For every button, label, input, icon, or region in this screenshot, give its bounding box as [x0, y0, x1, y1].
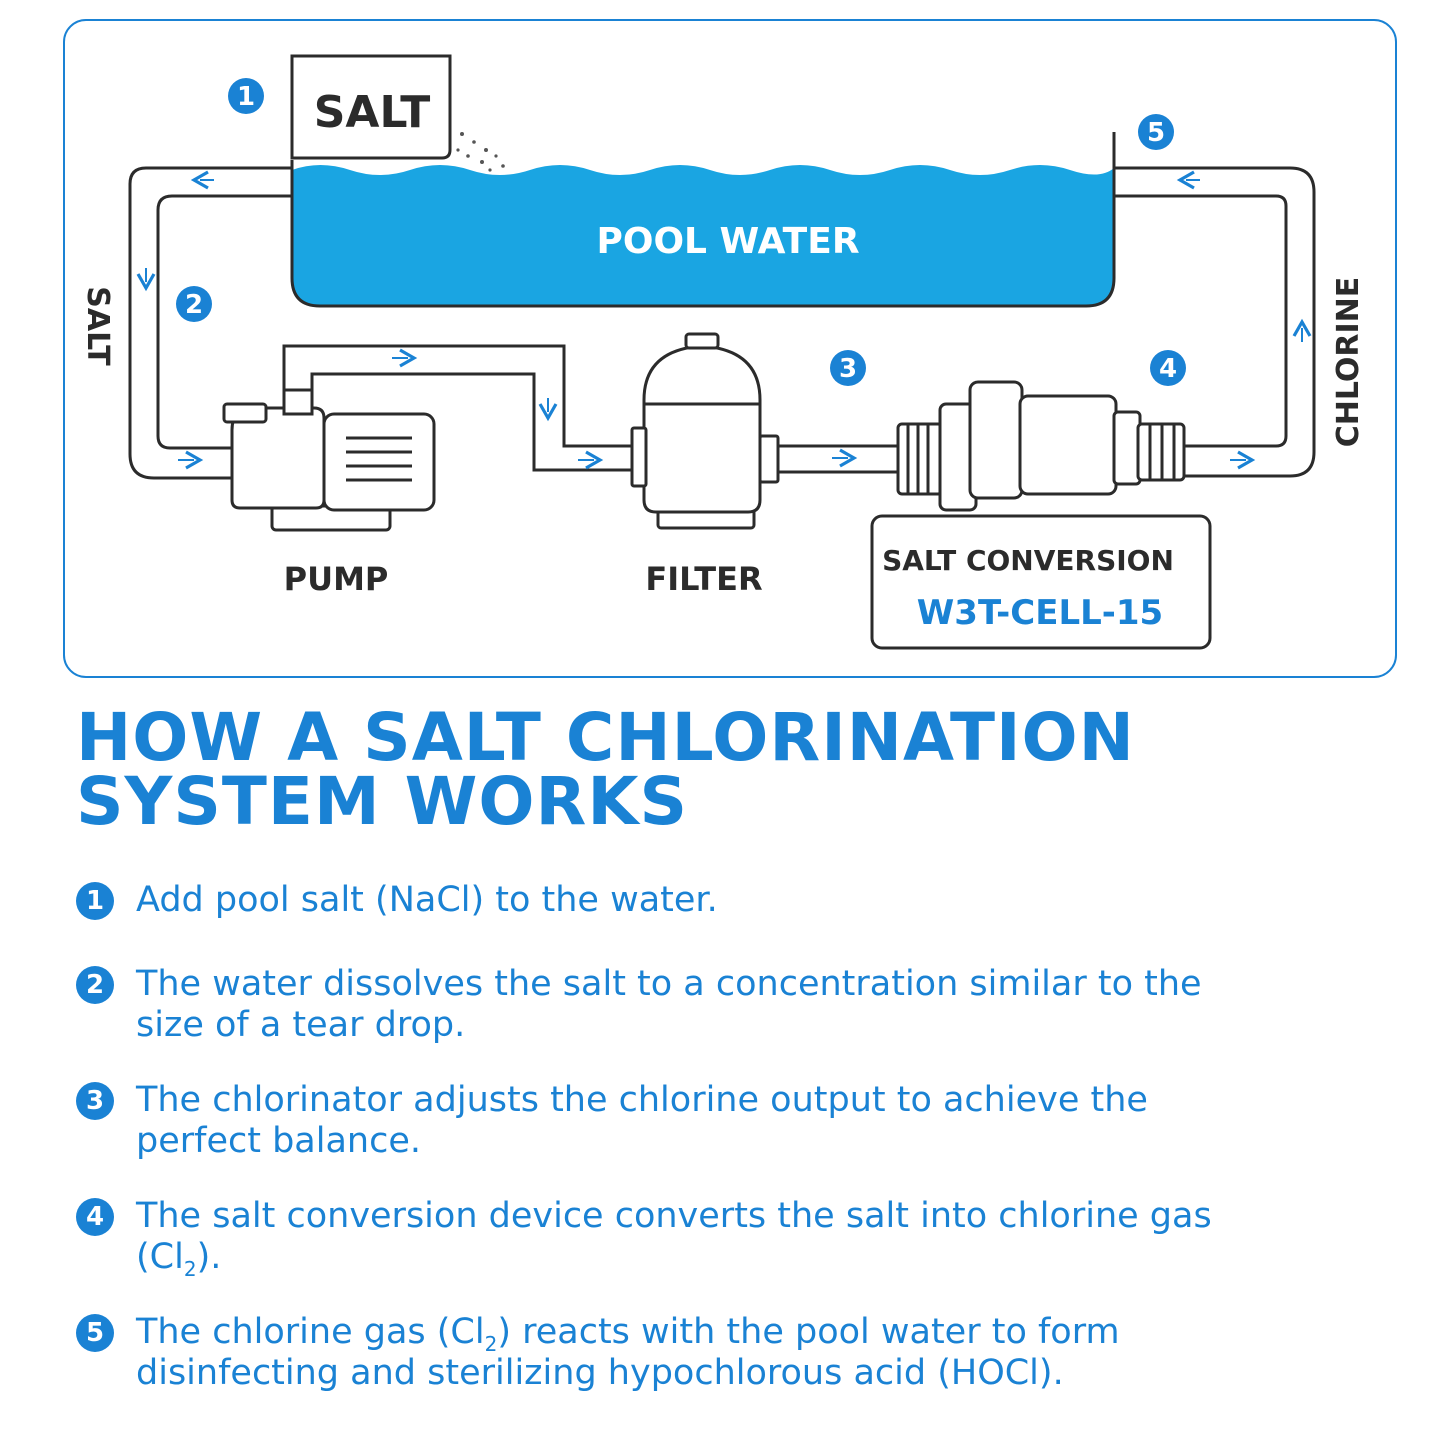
- headline-line-2: SYSTEM WORKS: [76, 763, 689, 840]
- svg-text:5: 5: [1146, 118, 1166, 148]
- salt-pipe-label: SALT: [80, 286, 115, 366]
- step-number-badge: 2: [76, 966, 114, 1004]
- pump: [224, 390, 434, 530]
- conversion-model: W3T-CELL-15: [916, 593, 1164, 633]
- svg-text:1: 1: [236, 82, 256, 112]
- step-number-badge: 5: [76, 1314, 114, 1352]
- marker-5: [1138, 114, 1174, 150]
- step-text: The chlorine gas $(Cl_2)$ reacts with the pool water to form disinfecting and sterilizing hypochlorous acid (HOCl).: [136, 1312, 1120, 1393]
- salt-chlorination-diagram: [0, 0, 1445, 700]
- step-text: Add pool salt (NaCl) to the water.: [136, 880, 718, 920]
- svg-text:3: 3: [838, 354, 858, 384]
- salt-cell: [898, 382, 1184, 510]
- salt-grains: [456, 132, 504, 172]
- step-text: The chlorinator adjusts the chlorine output to achieve the perfect balance.: [136, 1080, 1148, 1161]
- filter: [632, 334, 778, 528]
- marker-1: [228, 78, 264, 114]
- pump-label: PUMP: [283, 560, 389, 598]
- svg-text:4: 4: [1158, 354, 1178, 384]
- conversion-title: SALT CONVERSION: [882, 544, 1174, 577]
- filter-label: FILTER: [645, 560, 763, 598]
- marker-3: [830, 350, 866, 386]
- marker-2: [176, 286, 212, 322]
- chlorine-pipe-label: CHLORINE: [1331, 276, 1366, 448]
- pool-label: POOL WATER: [596, 221, 860, 262]
- step-text: The salt conversion device converts the salt into chlorine gas $(Cl_2)$.: [136, 1196, 1212, 1281]
- step-number-badge: 1: [76, 882, 114, 920]
- step-text: The water dissolves the salt to a concentration similar to the size of a tear drop.: [136, 964, 1202, 1045]
- step-number-badge: 4: [76, 1198, 114, 1236]
- marker-4: [1150, 350, 1186, 386]
- svg-text:2: 2: [184, 290, 204, 320]
- salt-box-label: SALT: [313, 87, 431, 138]
- headline-line-1: HOW A SALT CHLORINATION: [76, 699, 1135, 776]
- headline: [76, 699, 1376, 840]
- step-number-badge: 3: [76, 1082, 114, 1120]
